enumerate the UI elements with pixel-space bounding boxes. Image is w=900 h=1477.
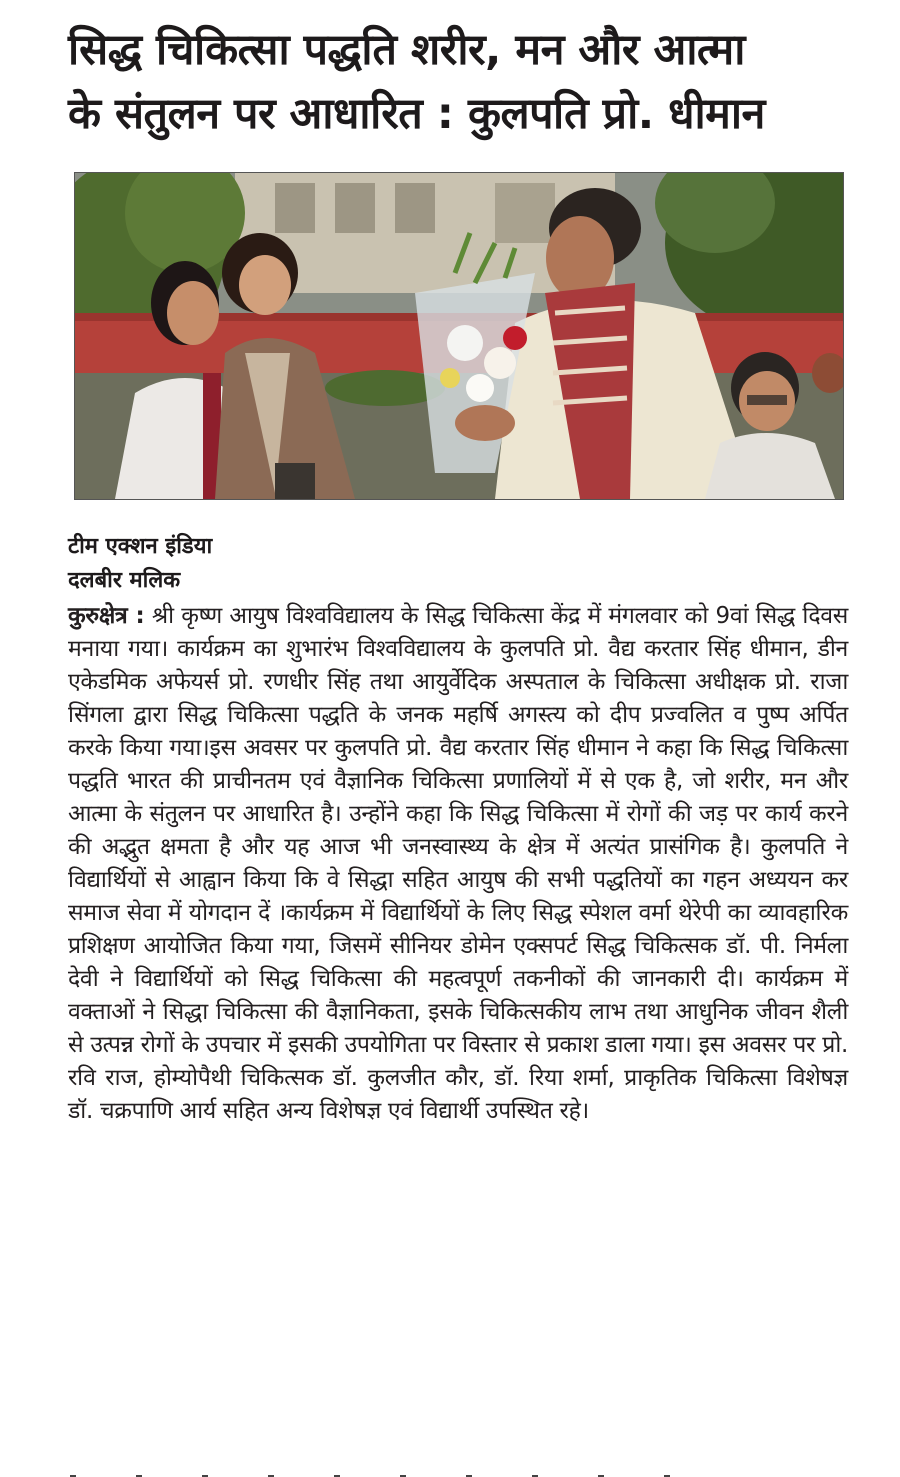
dateline: कुरुक्षेत्र : (68, 603, 145, 629)
next-article-cutoff (70, 1466, 830, 1477)
headline-line-2: के संतुलन पर आधारित : कुलपति प्रो. धीमान (68, 89, 765, 139)
article-body-text: श्री कृष्ण आयुष विश्वविद्यालय के सिद्ध चिकित्सा केंद्र में मंगलवार को 9वां सिद्ध दिवस मनाया गया। कार्यक्रम का शुभारंभ विश्वविद्यालय के कुलपति प्रो. वैद्य करतार सिंह धीमान, डीन एकेडमिक अफेयर्स प्रो. रणधीर सिंह तथा आयुर्वेदिक अस्पताल के चिकित्सा अधीक्षक प्रो. राजा सिंगला द्वारा सिद्ध चिकित्सा पद्धति के जनक महर्षि अगस्त्य को दीप प्रज्वलित व पुष्प अर्पित करके किया गया।इस अवसर पर कुलपति प्रो. वैद्य करतार सिंह धीमान ने कहा कि सिद्ध चिकित्सा पद्धति भारत की प्राचीनतम एवं वैज्ञानिक चिकित्सा प्रणालियों में से एक है, जो शरीर, मन और आत्मा के संतुलन पर आधारित है। उन्होंने कहा कि सिद्ध चिकित्सा में रोगों की जड़ पर कार्य करने की अद्भुत क्षमता है और यह आज भी जनस्वास्थ्य के क्षेत्र में अत्यंत प्रासंगिक है। कुलपति ने विद्यार्थियों से आह्वान किया कि वे सिद्धा सहित आयुष की सभी पद्धतियों का गहन अध्ययन कर समाज सेवा में योगदान दें ।कार्यक्रम में विद्यार्थियों के लिए सिद्ध स्पेशल वर्मा थेरेपी का व्यावहारिक प्रशिक्षण आयोजित किया गया, जिसमें सीनियर डोमेन एक्सपर्ट सिद्ध चिकित्सक डॉ. पी. निर्मला देवी ने विद्यार्थियों को सिद्ध चिकित्सा की महत्वपूर्ण तकनीकों की जानकारी दी। कार्यक्रम में वक्ताओं ने सिद्धा चिकित्सा की वैज्ञानिकता, इसके चिकित्सकीय लाभ तथा आधुनिक जीवन शैली से उत्पन्न रोगों के उपचार में इसकी उपयोगिता पर विस्तार से प्रकाश डाला गया। इस अवसर पर प्रो. रवि राज, होम्योपैथी चिकित्सक डॉ. कुलजीत कौर, डॉ. रिया शर्मा, प्राकृतिक चिकित्सा विशेषज्ञ डॉ. चक्रपाणि आर्य सहित अन्य विशेषज्ञ एवं विद्यार्थी उपस्थित रहे। (68, 603, 848, 1124)
article-headline (68, 18, 848, 146)
article-body (68, 600, 848, 1128)
byline-author: दलबीर मलिक (68, 568, 181, 593)
news-article (68, 18, 848, 1128)
byline-org: टीम एक्शन इंडिया (68, 534, 213, 559)
byline (68, 530, 848, 598)
headline-line-1: सिद्ध चिकित्सा पद्धति शरीर, मन और आत्मा (68, 25, 745, 75)
article-photo (74, 172, 844, 500)
event-photo-illustration (75, 173, 843, 499)
